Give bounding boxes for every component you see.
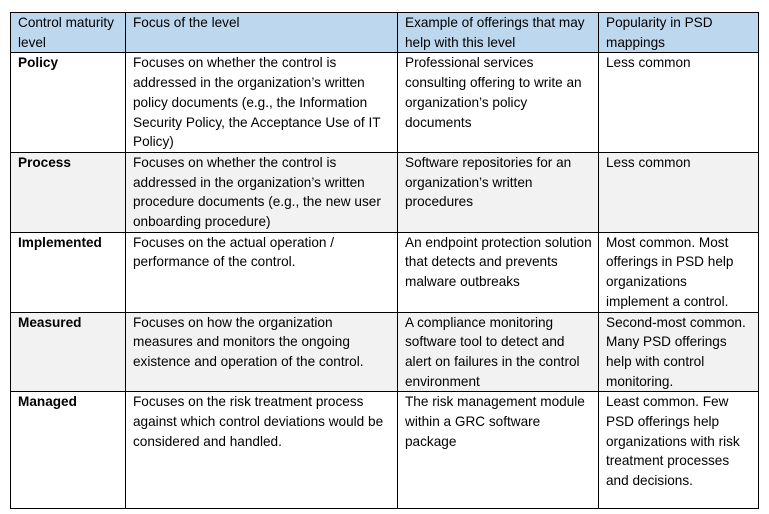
focus-cell: Focuses on the risk treatment process against which control deviations would be considered and handled. bbox=[126, 392, 398, 509]
header-example-offerings: Example of offerings that may help with this level bbox=[398, 13, 599, 53]
table-header-row bbox=[11, 13, 759, 53]
table-row-measured bbox=[11, 312, 759, 392]
control-maturity-table bbox=[10, 12, 759, 509]
level-cell: Process bbox=[11, 152, 126, 232]
level-cell: Policy bbox=[11, 53, 126, 153]
level-cell: Managed bbox=[11, 392, 126, 509]
example-cell: The risk management module within a GRC software package bbox=[398, 392, 599, 509]
popularity-cell: Less common bbox=[599, 53, 759, 153]
focus-cell: Focuses on the actual operation / performance of the control. bbox=[126, 232, 398, 312]
level-cell: Implemented bbox=[11, 232, 126, 312]
table-row-process bbox=[11, 152, 759, 232]
table-row-managed bbox=[11, 392, 759, 509]
header-control-maturity-level: Control maturity level bbox=[11, 13, 126, 53]
example-cell: An endpoint protection solution that detects and prevents malware outbreaks bbox=[398, 232, 599, 312]
example-cell: A compliance monitoring software tool to detect and alert on failures in the control environment bbox=[398, 312, 599, 392]
table-row-implemented bbox=[11, 232, 759, 312]
example-cell: Professional services consulting offering to write an organization’s policy documents bbox=[398, 53, 599, 153]
focus-cell: Focuses on whether the control is addressed in the organization’s written procedure documents (e.g., the new user onboarding procedure) bbox=[126, 152, 398, 232]
example-cell: Software repositories for an organization’s written procedures bbox=[398, 152, 599, 232]
level-cell: Measured bbox=[11, 312, 126, 392]
table-row-policy bbox=[11, 53, 759, 153]
focus-cell: Focuses on whether the control is addressed in the organization’s written policy documents (e.g., the Information Security Policy, the Acceptance Use of IT Policy) bbox=[126, 53, 398, 153]
popularity-cell: Less common bbox=[599, 152, 759, 232]
popularity-cell: Most common. Most offerings in PSD help organizations implement a control. bbox=[599, 232, 759, 312]
focus-cell: Focuses on how the organization measures and monitors the ongoing existence and operation of the control. bbox=[126, 312, 398, 392]
popularity-cell: Least common. Few PSD offerings help organizations with risk treatment processes and decisions. bbox=[599, 392, 759, 509]
popularity-cell: Second-most common. Many PSD offerings help with control monitoring. bbox=[599, 312, 759, 392]
header-popularity: Popularity in PSD mappings bbox=[599, 13, 759, 53]
header-focus-of-level: Focus of the level bbox=[126, 13, 398, 53]
